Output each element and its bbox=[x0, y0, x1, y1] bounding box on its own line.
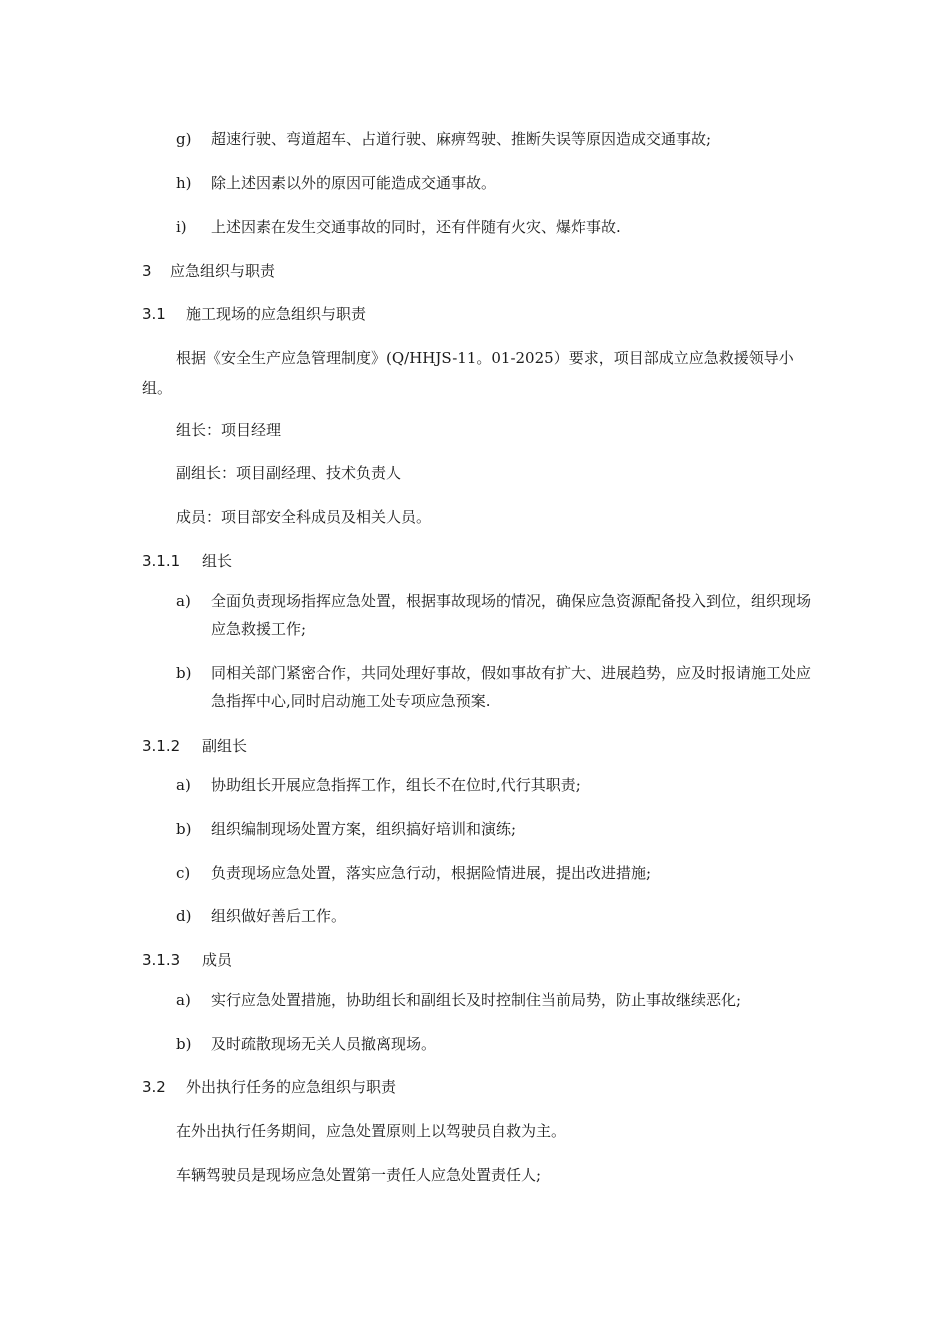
list-marker-deputy-a: a) bbox=[176, 776, 191, 794]
heading-number: 3.2 bbox=[142, 1078, 166, 1096]
heading-number: 3 bbox=[142, 262, 152, 280]
paragraph-leader: 组长：项目经理 bbox=[176, 421, 282, 439]
list-marker-members-a: a) bbox=[176, 991, 191, 1009]
paragraph-deputy: 副组长：项目副经理、技术负责人 bbox=[176, 464, 402, 482]
paragraph-out-2: 车辆驾驶员是现场应急处置第一责任人应急处置责任人; bbox=[176, 1166, 542, 1184]
heading-number: 3.1.1 bbox=[142, 552, 181, 570]
list-marker-leader-a: a) bbox=[176, 592, 191, 610]
heading-section-3-1 bbox=[142, 304, 366, 324]
list-marker-i: i) bbox=[176, 218, 187, 236]
list-marker-g: g) bbox=[176, 130, 192, 148]
heading-title: 副组长 bbox=[202, 737, 248, 755]
list-item-deputy-c: 负责现场应急处置，落实应急行动，根据险情进展，提出改进措施; bbox=[211, 864, 652, 882]
list-item-deputy-b: 组织编制现场处置方案，组织搞好培训和演练; bbox=[211, 820, 517, 838]
list-item-i: 上述因素在发生交通事故的同时，还有伴随有火灾、爆炸事故. bbox=[211, 218, 621, 236]
heading-title: 应急组织与职责 bbox=[170, 262, 276, 280]
heading-number: 3.1 bbox=[142, 305, 166, 323]
heading-section-3-1-2 bbox=[142, 736, 247, 756]
paragraph-basis: 根据《安全生产应急管理制度》(Q/HHJS-11。01-2025）要求，项目部成立应急救援领导小组。 bbox=[142, 349, 794, 397]
list-item-members-a: 实行应急处置措施，协助组长和副组长及时控制住当前局势，防止事故继续恶化; bbox=[211, 991, 742, 1009]
list-item-deputy-a: 协助组长开展应急指挥工作，组长不在位时,代行其职责; bbox=[211, 776, 581, 794]
list-marker-deputy-c: c) bbox=[176, 864, 191, 882]
heading-section-3-1-1 bbox=[142, 551, 232, 571]
list-item-leader-b: 同相关部门紧密合作，共同处理好事故，假如事故有扩大、进展趋势，应及时报请施工处应急指挥中心,同时启动施工处专项应急预案. bbox=[211, 664, 812, 710]
heading-title: 外出执行任务的应急组织与职责 bbox=[186, 1078, 397, 1096]
heading-number: 3.1.2 bbox=[142, 737, 181, 755]
heading-number: 3.1.3 bbox=[142, 951, 181, 969]
list-marker-leader-b: b) bbox=[176, 664, 192, 682]
list-marker-deputy-b: b) bbox=[176, 820, 192, 838]
list-item-members-b: 及时疏散现场无关人员撤离现场。 bbox=[211, 1035, 437, 1053]
list-marker-members-b: b) bbox=[176, 1035, 192, 1053]
list-item-deputy-d: 组织做好善后工作。 bbox=[211, 907, 347, 925]
heading-section-3 bbox=[142, 261, 275, 281]
heading-title: 成员 bbox=[202, 951, 233, 969]
paragraph-members: 成员：项目部安全科成员及相关人员。 bbox=[176, 508, 432, 526]
list-marker-h: h) bbox=[176, 174, 192, 192]
heading-section-3-2 bbox=[142, 1077, 396, 1097]
paragraph-out-1: 在外出执行任务期间，应急处置原则上以驾驶员自救为主。 bbox=[176, 1122, 567, 1140]
list-item-leader-a: 全面负责现场指挥应急处置，根据事故现场的情况，确保应急资源配备投入到位，组织现场应急救援工作; bbox=[211, 592, 812, 638]
heading-section-3-1-3 bbox=[142, 950, 232, 970]
list-item-h: 除上述因素以外的原因可能造成交通事故。 bbox=[211, 174, 497, 192]
list-marker-deputy-d: d) bbox=[176, 907, 192, 925]
heading-title: 施工现场的应急组织与职责 bbox=[186, 305, 367, 323]
heading-title: 组长 bbox=[202, 552, 233, 570]
list-item-g: 超速行驶、弯道超车、占道行驶、麻痹驾驶、推断失误等原因造成交通事故; bbox=[211, 130, 712, 148]
